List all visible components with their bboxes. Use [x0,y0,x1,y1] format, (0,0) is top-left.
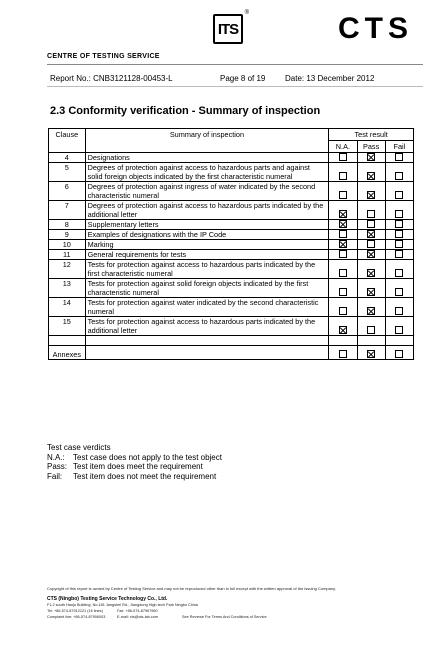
empty-box-icon [395,240,403,248]
empty-box-icon [339,307,347,315]
clause-cell: 4 [49,153,86,163]
checked-box-icon [367,350,375,358]
result-na-cell [329,298,357,317]
result-fail-cell [385,298,413,317]
result-pass-cell [357,317,385,336]
verdict-text: Test item does not meet the requirement [73,471,217,481]
result-fail-cell [385,182,413,201]
header-na: N.A. [329,141,357,153]
empty-box-icon [395,326,403,334]
table-row [49,153,414,163]
result-fail-cell [385,153,413,163]
verdicts-title: Test case verdicts [47,443,111,452]
footer-terms: See Reverse For Terms And Conditions of Service [182,615,267,619]
result-pass-cell [357,230,385,240]
verdict-na [47,453,222,463]
result-pass-cell [357,201,385,220]
empty-box-icon [339,172,347,180]
summary-cell: Tests for protection against water indicated by the second characteristic numeral [85,298,329,317]
result-na-cell [329,260,357,279]
result-na-cell [329,201,357,220]
checked-box-icon [339,210,347,218]
result-pass-cell [357,298,385,317]
footer-tel: Tel: +86-574-87912121 (16 lines) [47,609,103,613]
result-na-cell [329,317,357,336]
checked-box-icon [367,172,375,180]
checked-box-icon [367,230,375,238]
empty-box-icon [339,153,347,161]
empty-box-icon [367,326,375,334]
empty-box-icon [339,230,347,238]
table-row [49,201,414,220]
page-number: Page 8 of 19 [220,74,266,83]
summary-cell: Tests for protection against solid foreign objects indicated by the first characteristic numeral [85,279,329,298]
summary-cell: Tests for protection against access to hazardous parts indicated by the first characteristic numeral [85,260,329,279]
report-info [50,74,374,83]
clause-cell: 6 [49,182,86,201]
verdict-text: Test case does not apply to the test object [73,452,222,462]
report-number: Report No.: CNB3121128-00453-L [50,74,173,83]
header-summary: Summary of inspection [85,129,329,153]
result-fail-cell [385,346,413,360]
summary-cell [85,346,329,360]
clause-cell: 7 [49,201,86,220]
clause-cell: 12 [49,260,86,279]
checked-box-icon [367,288,375,296]
its-logo [213,10,248,44]
verdict-key: Fail: [47,471,63,481]
report-date: Date: 13 December 2012 [285,74,375,83]
checked-box-icon [367,191,375,199]
empty-box-icon [395,307,403,315]
summary-cell: Designations [85,153,329,163]
clause-cell: 8 [49,220,86,230]
checked-box-icon [367,269,375,277]
result-na-cell [329,279,357,298]
header-divider [47,64,423,65]
clause-cell: 5 [49,163,86,182]
spacer-cell [85,336,329,346]
footer-complaint: Complaint line: +86-574-87906003 [47,615,106,619]
its-logo-mark: ITS [217,20,239,38]
verdict-fail [47,472,222,482]
empty-box-icon [395,250,403,258]
empty-box-icon [339,191,347,199]
table-row [49,240,414,250]
header-fail: Fail [385,141,413,153]
empty-box-icon [339,288,347,296]
spacer-cell [49,336,86,346]
checked-box-icon [367,307,375,315]
clause-cell: 15 [49,317,86,336]
empty-box-icon [339,350,347,358]
inspection-summary-table [48,128,414,360]
empty-box-icon [395,230,403,238]
result-fail-cell [385,279,413,298]
clause-cell: 10 [49,240,86,250]
result-pass-cell [357,182,385,201]
result-na-cell [329,250,357,260]
empty-box-icon [395,191,403,199]
footer-copyright: Copyright of this report is owned by Centre of Testing Service and may not be reproduced other than in full except with the written approval of the issuing Company. [47,586,336,591]
result-na-cell [329,163,357,182]
table-row [49,250,414,260]
empty-box-icon [395,172,403,180]
footer-address: F1,2 south Haoju Building, No.181 Jangshel Rd., Jiangdong High-tech Park Ningbo China [47,603,198,607]
checked-box-icon [339,240,347,248]
table-row [49,220,414,230]
result-na-cell [329,230,357,240]
summary-cell: Supplementary letters [85,220,329,230]
result-pass-cell [357,153,385,163]
result-na-cell [329,182,357,201]
verdict-text: Test item does meet the requirement [73,462,203,472]
result-pass-cell [357,250,385,260]
cts-logo: CTS [338,12,413,45]
result-fail-cell [385,260,413,279]
empty-box-icon [367,240,375,248]
clause-cell: 9 [49,230,86,240]
clause-cell: 14 [49,298,86,317]
result-pass-cell [357,346,385,360]
checked-box-icon [339,220,347,228]
spacer-cell [357,336,385,346]
table-row [49,317,414,336]
clause-cell: Annexes [49,346,86,360]
result-pass-cell [357,279,385,298]
verdict-pass [47,462,222,472]
spacer-row [49,336,414,346]
summary-cell: Degrees of protection against access to hazardous parts and against solid foreign objects indicated by the first characteristic numeral [85,163,329,182]
spacer-cell [329,336,357,346]
empty-box-icon [395,210,403,218]
verdict-key: Pass: [47,462,68,472]
result-pass-cell [357,163,385,182]
result-fail-cell [385,201,413,220]
annex-row [49,346,414,360]
summary-cell: Tests for protection against access to hazardous parts indicated by the additional letter [85,317,329,336]
result-na-cell [329,153,357,163]
verdict-key: N.A.: [47,452,65,462]
result-na-cell [329,220,357,230]
empty-box-icon [395,153,403,161]
result-fail-cell [385,220,413,230]
result-na-cell [329,346,357,360]
section-title: 2.3 Conformity verification - Summary of inspection [50,105,321,117]
table-row [49,230,414,240]
centre-name: CENTRE OF TESTING SERVICE [47,53,160,60]
table-row [49,298,414,317]
empty-box-icon [339,269,347,277]
footer-fax: Fax: +86-574-87967960 [117,609,158,613]
footer-email: E-mail: cts@cts-lab.com [117,615,158,619]
empty-box-icon [395,220,403,228]
summary-cell: General requirements for tests [85,250,329,260]
empty-box-icon [339,250,347,258]
summary-cell: Degrees of protection against access to hazardous parts indicated by the additional letter [85,201,329,220]
verdicts-legend [47,443,222,481]
result-fail-cell [385,230,413,240]
table-row [49,260,414,279]
result-fail-cell [385,163,413,182]
header-pass: Pass [357,141,385,153]
checked-box-icon [367,153,375,161]
empty-box-icon [367,210,375,218]
empty-box-icon [395,288,403,296]
empty-box-icon [395,350,403,358]
table-header-row [49,129,414,141]
result-pass-cell [357,260,385,279]
empty-box-icon [367,220,375,228]
table-row [49,163,414,182]
summary-cell: Marking [85,240,329,250]
empty-box-icon [395,269,403,277]
checked-box-icon [367,250,375,258]
summary-cell: Examples of designations with the IP Code [85,230,329,240]
result-pass-cell [357,220,385,230]
result-fail-cell [385,240,413,250]
result-fail-cell [385,250,413,260]
result-na-cell [329,240,357,250]
checked-box-icon [339,326,347,334]
table-row [49,279,414,298]
result-fail-cell [385,317,413,336]
result-pass-cell [357,240,385,250]
header-clause: Clause [49,129,86,153]
table-row [49,182,414,201]
footer-company: CTS (Ningbo) Testing Service Technology Co., Ltd. [47,596,168,602]
clause-cell: 13 [49,279,86,298]
header-test-result: Test result [329,129,414,141]
clause-cell: 11 [49,250,86,260]
summary-cell: Degrees of protection against ingress of water indicated by the second characteristic numeral [85,182,329,201]
spacer-cell [385,336,413,346]
registered-icon: ® [244,10,248,16]
report-divider [47,86,423,87]
